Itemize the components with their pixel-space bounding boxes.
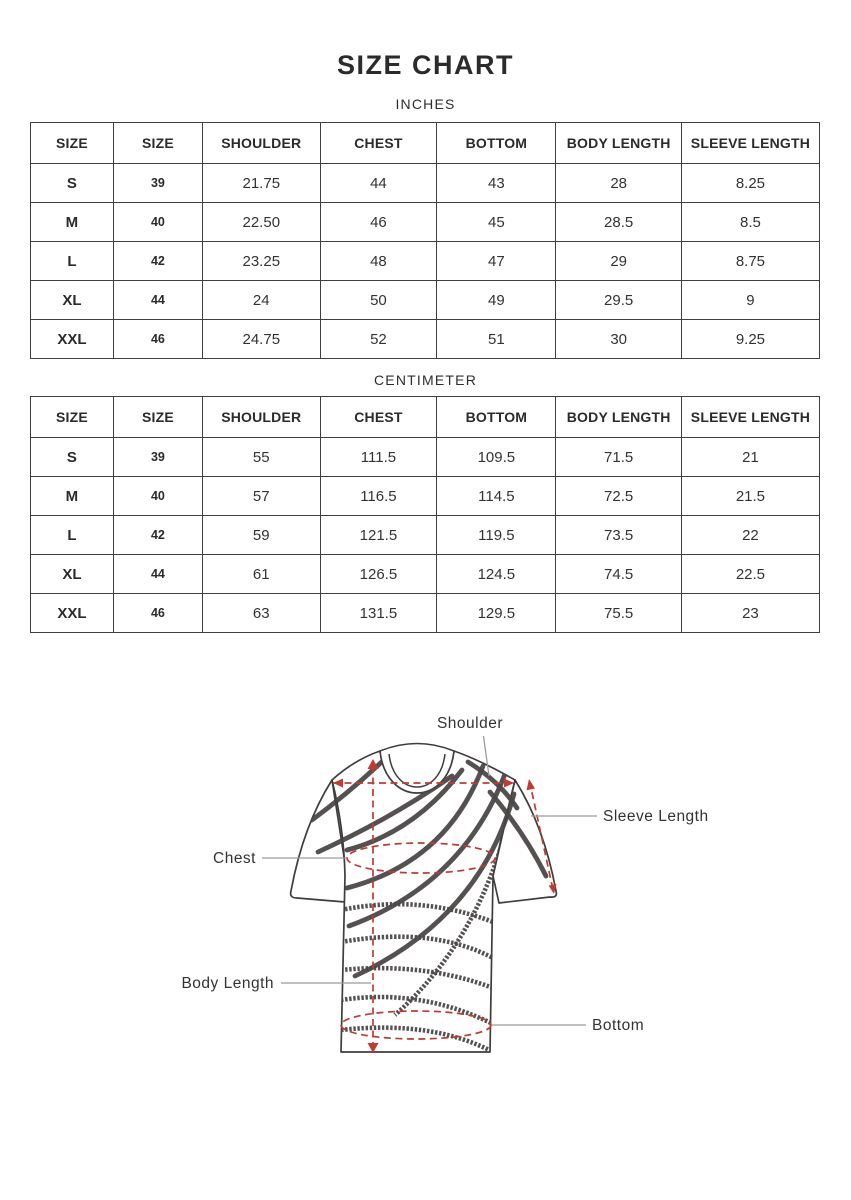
size-row	[31, 164, 820, 203]
inches-section-label: INCHES	[395, 96, 456, 112]
size-cell: 46	[113, 320, 202, 359]
size-cell: 29	[556, 242, 681, 281]
size-cell: 22.50	[203, 203, 321, 242]
size-cell: 47	[437, 242, 556, 281]
size-cell: 131.5	[320, 594, 437, 633]
size-cell: XL	[31, 281, 114, 320]
size-cell: 71.5	[556, 438, 681, 477]
size-row	[31, 438, 820, 477]
size-cell: 46	[320, 203, 437, 242]
size-cell: 114.5	[437, 477, 556, 516]
size-cell: 44	[113, 555, 202, 594]
size-row	[31, 516, 820, 555]
size-cell: 39	[113, 438, 202, 477]
size-cell: L	[31, 516, 114, 555]
size-cell: 8.75	[681, 242, 819, 281]
size-cell: 72.5	[556, 477, 681, 516]
size-cell: XXL	[31, 320, 114, 359]
size-cell: 57	[203, 477, 321, 516]
column-header: SIZE	[31, 397, 114, 438]
chest-label: Chest	[213, 850, 256, 867]
size-cell: 44	[320, 164, 437, 203]
column-header: BODY LENGTH	[556, 397, 681, 438]
column-header: SIZE	[113, 123, 202, 164]
size-cell: S	[31, 164, 114, 203]
column-header: SLEEVE LENGTH	[681, 123, 819, 164]
size-cell: 48	[320, 242, 437, 281]
size-cell: 126.5	[320, 555, 437, 594]
size-row	[31, 281, 820, 320]
size-cell: 74.5	[556, 555, 681, 594]
size-cell: XXL	[31, 594, 114, 633]
size-cell: 24.75	[203, 320, 321, 359]
size-cell: 50	[320, 281, 437, 320]
size-cell: 40	[113, 203, 202, 242]
size-cell: XL	[31, 555, 114, 594]
size-cell: 23	[681, 594, 819, 633]
column-header: CHEST	[320, 123, 437, 164]
size-cell: 42	[113, 242, 202, 281]
header-row	[31, 397, 820, 438]
column-header: SIZE	[113, 397, 202, 438]
header-row	[31, 123, 820, 164]
size-cell: 40	[113, 477, 202, 516]
column-header: BOTTOM	[437, 397, 556, 438]
size-table-inches	[30, 122, 820, 359]
size-cell: 129.5	[437, 594, 556, 633]
column-header: SHOULDER	[203, 123, 321, 164]
size-row	[31, 320, 820, 359]
size-row	[31, 477, 820, 516]
size-cell: M	[31, 477, 114, 516]
size-cell: 29.5	[556, 281, 681, 320]
size-cell: 59	[203, 516, 321, 555]
measurement-diagram	[0, 680, 851, 1160]
size-cell: 42	[113, 516, 202, 555]
size-cell: 46	[113, 594, 202, 633]
sleeve-length-arrow-top	[527, 779, 536, 790]
centimeter-section-label: CENTIMETER	[374, 372, 477, 388]
size-cell: 109.5	[437, 438, 556, 477]
size-row	[31, 555, 820, 594]
size-row	[31, 203, 820, 242]
size-cell: L	[31, 242, 114, 281]
size-cell: 21.75	[203, 164, 321, 203]
bottom-label: Bottom	[592, 1017, 645, 1034]
tshirt-collar-rib	[389, 754, 445, 787]
size-cell: S	[31, 438, 114, 477]
size-cell: 52	[320, 320, 437, 359]
size-cell: 111.5	[320, 438, 437, 477]
size-cell: 124.5	[437, 555, 556, 594]
size-cell: 43	[437, 164, 556, 203]
column-header: SIZE	[31, 123, 114, 164]
size-cell: 75.5	[556, 594, 681, 633]
size-cell: 24	[203, 281, 321, 320]
size-cell: 22.5	[681, 555, 819, 594]
size-cell: 28	[556, 164, 681, 203]
size-cell: 63	[203, 594, 321, 633]
size-cell: M	[31, 203, 114, 242]
size-cell: 30	[556, 320, 681, 359]
size-cell: 9	[681, 281, 819, 320]
size-cell: 51	[437, 320, 556, 359]
size-cell: 8.5	[681, 203, 819, 242]
size-cell: 49	[437, 281, 556, 320]
shoulder-label: Shoulder	[436, 715, 504, 732]
tshirt-diagram-svg	[0, 680, 851, 1160]
size-cell: 119.5	[437, 516, 556, 555]
size-cell: 73.5	[556, 516, 681, 555]
size-cell: 22	[681, 516, 819, 555]
size-cell: 116.5	[320, 477, 437, 516]
column-header: SHOULDER	[203, 397, 321, 438]
column-header: BOTTOM	[437, 123, 556, 164]
size-cell: 45	[437, 203, 556, 242]
column-header: SLEEVE LENGTH	[681, 397, 819, 438]
size-cell: 44	[113, 281, 202, 320]
size-cell: 21	[681, 438, 819, 477]
size-cell: 61	[203, 555, 321, 594]
body-length-label: Body Length	[181, 975, 274, 992]
size-cell: 8.25	[681, 164, 819, 203]
size-table-centimeter	[30, 396, 820, 633]
sleeve-length-label: Sleeve Length	[603, 808, 709, 825]
size-cell: 39	[113, 164, 202, 203]
size-cell: 121.5	[320, 516, 437, 555]
column-header: BODY LENGTH	[556, 123, 681, 164]
size-row	[31, 594, 820, 633]
size-row	[31, 242, 820, 281]
size-cell: 23.25	[203, 242, 321, 281]
column-header: CHEST	[320, 397, 437, 438]
size-cell: 21.5	[681, 477, 819, 516]
size-cell: 28.5	[556, 203, 681, 242]
tshirt-collar-back	[380, 744, 454, 752]
page-title: SIZE CHART	[337, 50, 514, 80]
size-cell: 9.25	[681, 320, 819, 359]
size-cell: 55	[203, 438, 321, 477]
